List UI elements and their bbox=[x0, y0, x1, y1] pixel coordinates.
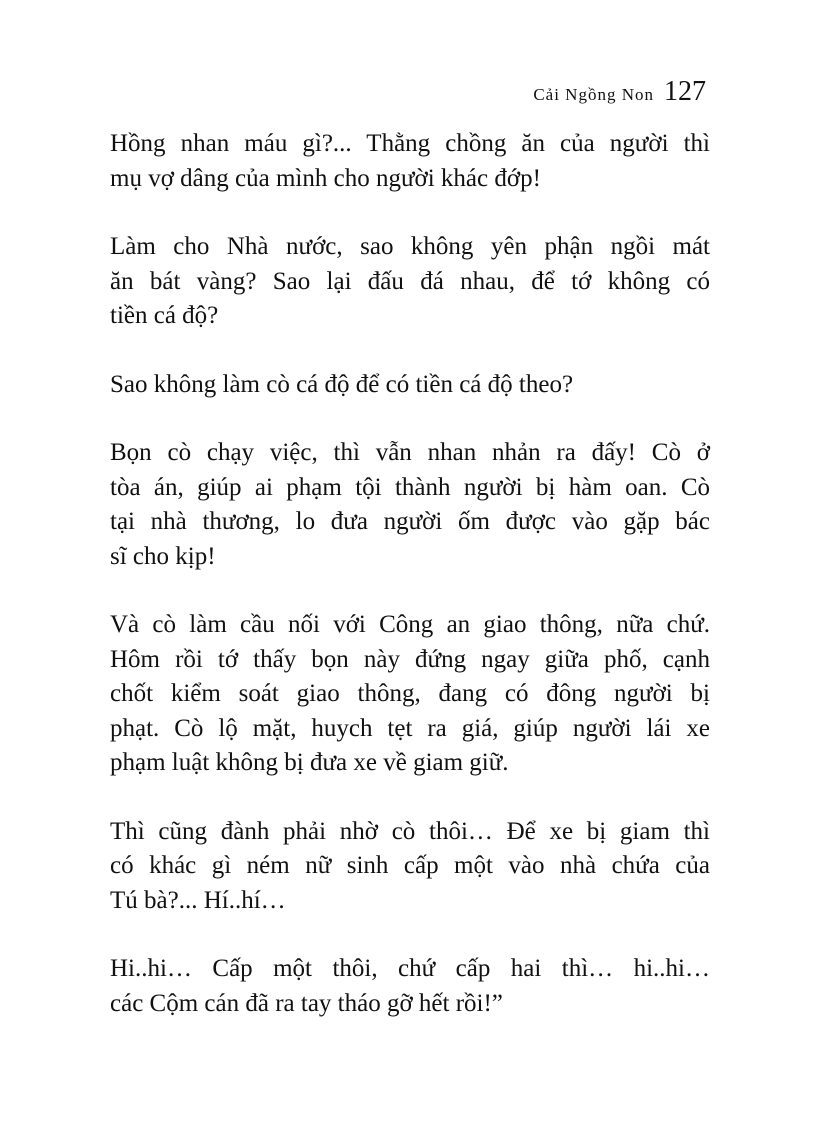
text-line: mụ vợ dâng của mình cho người khác đớp! bbox=[110, 164, 541, 192]
text-line: sĩ cho kịp! bbox=[110, 542, 216, 570]
text-line: Hồng nhan máu gì?... Thằng chồng ăn của người thì bbox=[110, 130, 710, 157]
text-line: Tú bà?... Hí..hí… bbox=[110, 886, 286, 914]
paragraph bbox=[110, 608, 710, 781]
text-line: Hôm rồi tớ thấy bọn này đứng ngay giữa phố, cạnh bbox=[110, 645, 710, 673]
paragraph bbox=[110, 230, 710, 334]
text-line: ăn bát vàng? Sao lại đấu đá nhau, để tớ không có bbox=[110, 267, 710, 295]
paragraph bbox=[110, 127, 710, 196]
text-line: tòa án, giúp ai phạm tội thành người bị hàm oan. Cò bbox=[110, 473, 710, 501]
text-line: phạt. Cò lộ mặt, huych tẹt ra giá, giúp người lái xe bbox=[110, 714, 710, 742]
page-header bbox=[533, 76, 706, 108]
text-line: tiền cá độ? bbox=[110, 302, 219, 329]
body-text bbox=[110, 127, 710, 1055]
text-line: các Cộm cán đã ra tay tháo gỡ hết rồi!” bbox=[110, 989, 503, 1017]
text-line: có khác gì ném nữ sinh cấp một vào nhà chứa của bbox=[110, 852, 710, 879]
text-line: chốt kiểm soát giao thông, đang có đông người bị bbox=[110, 680, 710, 707]
text-line: Bọn cò chạy việc, thì vẫn nhan nhản ra đấy! Cò ở bbox=[110, 439, 710, 466]
running-title: Cải Ngồng Non bbox=[533, 85, 654, 104]
text-line: phạm luật không bị đưa xe về giam giữ. bbox=[110, 749, 509, 776]
text-line: Và cò làm cầu nối với Công an giao thông, nữa chứ. bbox=[110, 611, 710, 638]
paragraph bbox=[110, 815, 710, 919]
page-number: 127 bbox=[664, 76, 706, 107]
text-line: Sao không làm cò cá độ để có tiền cá độ theo? bbox=[110, 370, 574, 398]
paragraph bbox=[110, 368, 710, 403]
text-line: Hi..hi… Cấp một thôi, chứ cấp hai thì… hi..hi… bbox=[110, 955, 710, 982]
paragraph bbox=[110, 436, 710, 574]
text-line: tại nhà thương, lo đưa người ốm được vào gặp bác bbox=[110, 508, 710, 535]
text-line: Làm cho Nhà nước, sao không yên phận ngồi mát bbox=[110, 233, 710, 260]
text-line: Thì cũng đành phải nhờ cò thôi… Để xe bị giam thì bbox=[110, 817, 710, 845]
paragraph bbox=[110, 952, 710, 1021]
